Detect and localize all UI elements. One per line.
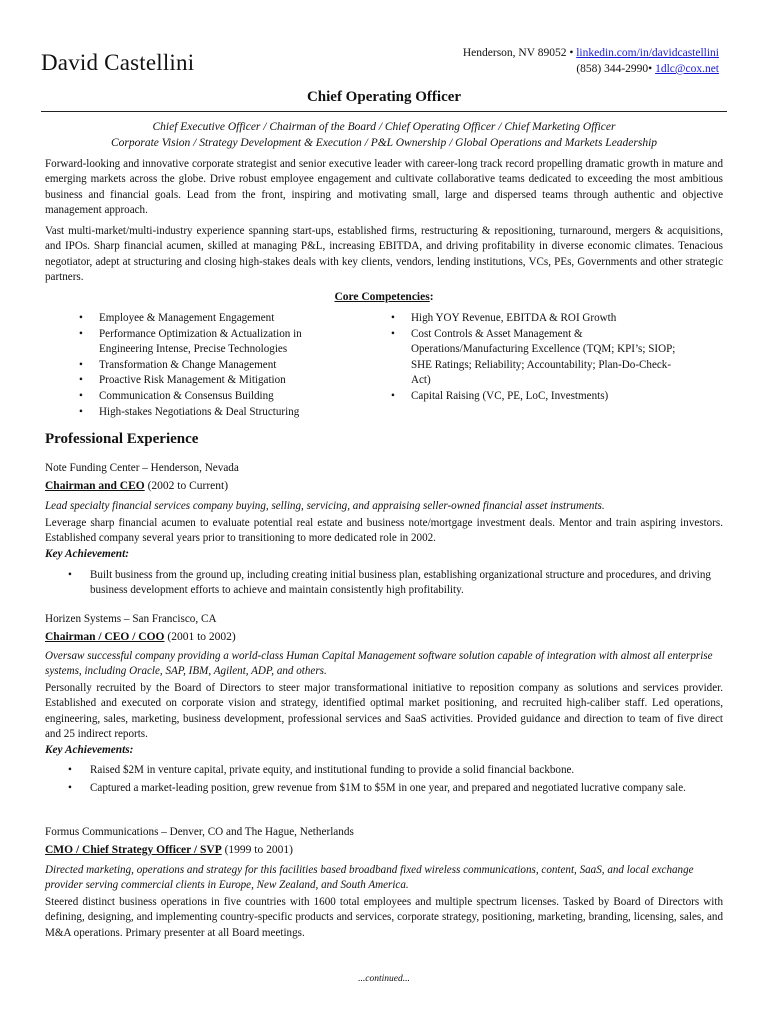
list-item: • Performance Optimization & Actualization in Engineering Intense, Precise Technologies <box>75 327 355 358</box>
summary-paragraph-2: Vast multi-market/multi-industry experience spanning start-ups, established firms, restructuring & repositioning, turnaround, mergers & acquisitions, and IPOs. Sharp financial acumen, skilled at managing P&L, increasing EBITDA, and driving profitability in diverse economic climates. Tenacious negotiator, adept at structuring and closing high-stakes deals with key clients, vendors, lending institutions, VCs, PEs, Governments and other strategic partners. <box>45 225 723 284</box>
linkedin-link[interactable]: linkedin.com/in/davidcastellini <box>576 47 719 59</box>
key-achievement-label: Key Achievements: <box>45 744 134 756</box>
contact-line-1 <box>463 45 719 61</box>
list-item: • Built business from the ground up, including creating initial business plan, establishing organizational structure and procedures, and driving business development efforts to achieve and maintain consistently high profitability. <box>68 568 713 599</box>
list-item: • Capital Raising (VC, PE, LoC, Investments) <box>387 389 677 405</box>
core-competencies-heading <box>0 291 768 303</box>
tagline-roles: Chief Executive Officer / Chairman of the Board / Chief Operating Officer / Chief Marketing Officer <box>152 121 616 133</box>
list-item: • Employee & Management Engagement <box>75 311 355 327</box>
job-role <box>45 480 228 492</box>
list-item: • Captured a market-leading position, grew revenue from $1M to $5M in one year, and prepared and negotiated lucrative company sale. <box>68 781 713 796</box>
job-company: Formus Communications – Denver, CO and The Hague, Netherlands <box>45 826 354 838</box>
achievement-list <box>68 763 713 800</box>
job-role-title: Chairman / CEO / COO <box>45 631 165 643</box>
job-role <box>45 844 293 856</box>
candidate-name: David Castellini <box>41 50 195 75</box>
list-item: • Raised $2M in venture capital, private equity, and institutional funding to provide a solid financial backbone. <box>68 763 713 778</box>
job-company: Horizen Systems – San Francisco, CA <box>45 613 217 625</box>
list-item: • Communication & Consensus Building <box>75 389 355 405</box>
job-body: Personally recruited by the Board of Directors to steer major transformational initiative to reposition company as solutions and services provider. Established and executed on corporate vision and strategy, identified optimal market positioning, and recruited high-caliber staff. Led operations, engineering, sales, marketing, business development, professional services and SaaS activities. Provided guidance and direction to team of five direct and 25 indirect reports. <box>45 682 723 741</box>
header-divider <box>41 111 727 112</box>
list-item: • Cost Controls & Asset Management & Operations/Manufacturing Excellence (TQM; KPI’s; SIOP; SHE Ratings; Reliability; Accountability; Plan-Do-Check-Act) <box>387 327 677 389</box>
core-heading-colon: : <box>429 291 434 303</box>
job-dates: (1999 to 2001) <box>224 844 293 856</box>
achievement-list <box>68 568 713 602</box>
list-item: • Transformation & Change Management <box>75 358 355 374</box>
job-description: Directed marketing, operations and strategy for this facilities based broadband fixed wireless communications, content, SaaS, and local exchange provider serving commercial clients in Europe, New Zealand, and South America. <box>45 864 694 892</box>
tagline-focus: Corporate Vision / Strategy Development & Execution / P&L Ownership / Global Operations and Markets Leadership <box>110 137 658 149</box>
job-role-title: Chairman and CEO <box>45 480 145 492</box>
job-description: Oversaw successful company providing a world-class Human Capital Management software solution capable of integration with almost all enterprise systems, including Oracle, SAP, IBM, Agilent, ADP, and others. <box>45 650 713 678</box>
job-body: Leverage sharp financial acumen to evaluate potential real estate and business note/mortgage investment deals. Mentor and train aspiring investors. Established company several years prior to transitioning to more dedicated role in 2002. <box>45 517 723 545</box>
job-description: Lead specialty financial services company buying, selling, servicing, and appraising seller-owned financial asset instruments. <box>45 500 605 512</box>
job-dates: (2002 to Current) <box>147 480 229 492</box>
contact-block <box>463 45 719 77</box>
list-item: • High YOY Revenue, EBITDA & ROI Growth <box>387 311 677 327</box>
location: Henderson, NV 89052 • <box>462 47 574 59</box>
continued-footer: ...continued... <box>358 974 410 984</box>
job-role <box>45 631 236 643</box>
list-item: • High-stakes Negotiations & Deal Structuring <box>75 405 355 421</box>
job-body: Steered distinct business operations in five countries with 1600 total employees and multiple spectrum licenses. Tasked by Board of Directors with defining, designing, and implementing country-specific products and services, corporate strategy, positioning, marketing, branding, licensing, sales, and M&A operations. Primary presenter at all Board meetings. <box>45 896 723 939</box>
competencies-right-list <box>387 311 677 405</box>
job-company: Note Funding Center – Henderson, Nevada <box>45 462 239 474</box>
competencies-left-list <box>75 311 355 420</box>
list-item: • Proactive Risk Management & Mitigation <box>75 373 355 389</box>
summary-paragraph-1: Forward-looking and innovative corporate strategist and senior executive leader with career-long track record propelling dramatic growth in mature and emerging markets across the globe. Drive robust employee engagement and cultivate collaborative teams dedicated to exceeding the most ambitious business and financial goals. Lead from the front, inspiring and motivating small, large and dispersed teams through authentic and objective management approach. <box>45 158 723 217</box>
target-title: Chief Operating Officer <box>306 89 462 105</box>
job-dates: (2001 to 2002) <box>167 631 236 643</box>
contact-line-2 <box>463 61 719 77</box>
core-heading-text: Core Competencies <box>334 291 430 303</box>
job-role-title: CMO / Chief Strategy Officer / SVP <box>45 844 222 856</box>
phone: (858) 344-2990• <box>576 63 653 75</box>
email-link[interactable]: 1dlc@cox.net <box>655 63 719 75</box>
section-heading-experience: Professional Experience <box>45 431 199 447</box>
key-achievement-label: Key Achievement: <box>45 548 129 560</box>
